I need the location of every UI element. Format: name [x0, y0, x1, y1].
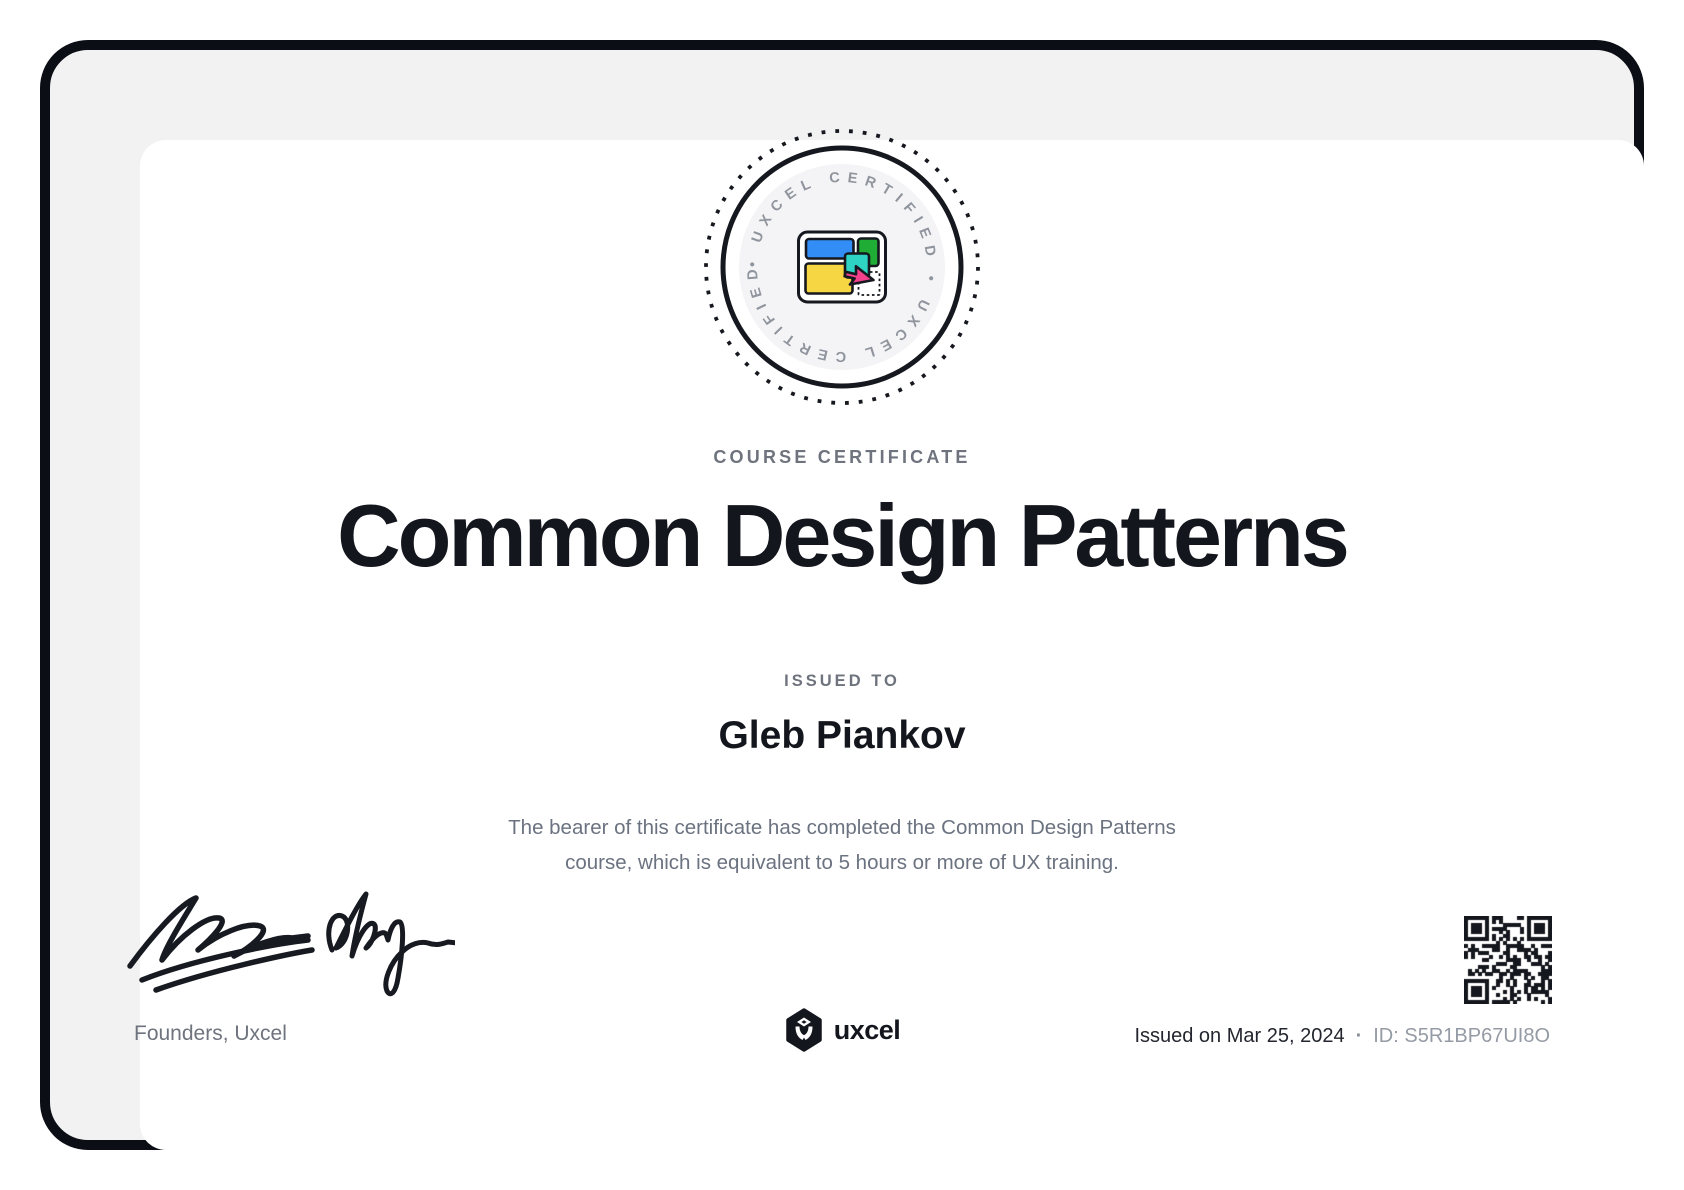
seal-ring-text: • UXCEL CERTIFIED • UXCEL CERTIFIED	[744, 169, 940, 365]
signature-1	[130, 898, 312, 990]
description-line-1: The bearer of this certificate has completed the Common Design Patterns	[508, 816, 1176, 839]
certification-seal-graphic	[702, 127, 982, 407]
certificate-description	[0, 810, 1684, 880]
description-line-2: course, which is equivalent to 5 hours or more of UX training.	[565, 851, 1119, 874]
certificate-id: ID: S5R1BP67UI8O	[1373, 1025, 1550, 1047]
issued-to-label: ISSUED TO	[784, 672, 900, 690]
separator-dot: ·	[1355, 1025, 1363, 1047]
brand-name: uxcel	[833, 1014, 901, 1045]
signature-2	[329, 894, 455, 994]
recipient-name: Gleb Piankov	[718, 714, 966, 757]
certification-seal	[702, 127, 982, 407]
course-title: Common Design Patterns	[337, 486, 1347, 585]
issued-date: Issued on Mar 25, 2024	[1134, 1025, 1345, 1047]
qr-code	[1464, 916, 1552, 1004]
issuance-info	[1134, 1025, 1550, 1048]
uxcel-design-logo-icon	[799, 232, 886, 302]
founders-signatures	[120, 886, 455, 1008]
course-certificate-label: COURSE CERTIFICATE	[713, 447, 971, 467]
uxcel-logo-icon	[784, 1008, 824, 1052]
signatories-label: Founders, Uxcel	[134, 1022, 287, 1045]
